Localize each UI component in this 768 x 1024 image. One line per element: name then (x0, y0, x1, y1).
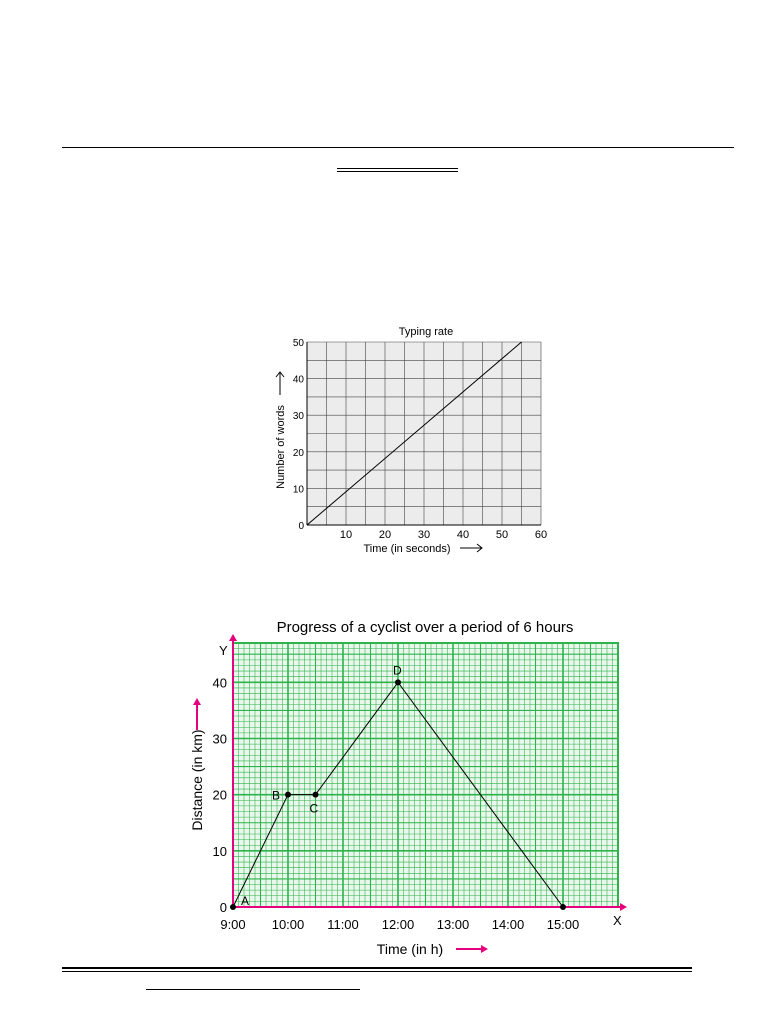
chart1-x-tick-label: 50 (495, 529, 509, 541)
chart2-x-label: Time (in h) (376, 941, 444, 957)
chart2-point (395, 679, 401, 685)
chart1-y-tick-label: 0 (298, 521, 304, 532)
chart2-point (560, 904, 566, 910)
chart2-y-tick-label: 10 (212, 843, 227, 859)
chart1-y-tick-label: 10 (292, 484, 304, 496)
chart1-y-tick-label: 30 (292, 411, 304, 423)
chart2-y-tick-label: 30 (212, 731, 227, 747)
chart1-x-tick-label: 10 (339, 529, 353, 541)
chart2-title: Progress of a cyclist over a period of 6 hours (276, 619, 574, 636)
chart2-x-tick-label: 15:00 (546, 917, 580, 932)
chart2-point-label: C (309, 801, 319, 816)
chart1-x-tick-label: 40 (456, 529, 470, 541)
chart2-x-tick-label: 9:00 (220, 917, 246, 932)
chart2-y-label: Distance (in km) (189, 729, 205, 831)
chart1-y-tick-label: 50 (292, 338, 304, 349)
chart1-x-tick-label: 20 (378, 529, 392, 541)
chart1-x-tick-label: 30 (417, 529, 431, 541)
chart2-x-tick-label: 14:00 (491, 917, 525, 932)
chart1-y-tick-label: 20 (292, 447, 304, 459)
chart2-point (313, 792, 319, 798)
chart1-x-label: Time (in seconds) (363, 543, 451, 555)
chart2-point-label: A (241, 894, 250, 908)
chart1-title: Typing rate (398, 326, 454, 338)
chart1-y-tick-label: 40 (292, 374, 304, 386)
chart2-x-tick-label: 13:00 (436, 917, 470, 932)
chart2-point (285, 792, 291, 798)
chart2-point-label: D (393, 663, 402, 678)
chart2-y-axis-arrowhead (229, 634, 237, 641)
chart2-x-tick-label: 12:00 (381, 917, 415, 932)
chart2-x-arrow (456, 945, 488, 953)
chart2-x-tick-label: 10:00 (271, 917, 305, 932)
chart2-x-axis-arrowhead (620, 903, 627, 911)
chart2-y-tick-label: 20 (212, 787, 227, 803)
chart2-x-tick-label: 11:00 (327, 917, 359, 932)
chart2-x-axis-name: X (613, 913, 622, 928)
chart2-point (230, 904, 236, 910)
chart2-y-arrow (193, 698, 201, 730)
chart2-y-tick-label: 40 (212, 675, 227, 691)
chart1-x-tick-label: 60 (534, 529, 548, 541)
chart2-y-axis-name: Y (219, 643, 228, 658)
chart2-point-label: B (272, 788, 281, 803)
chart2-y-tick-label: 0 (219, 900, 227, 915)
chart1-y-label: Number of words (275, 405, 287, 489)
